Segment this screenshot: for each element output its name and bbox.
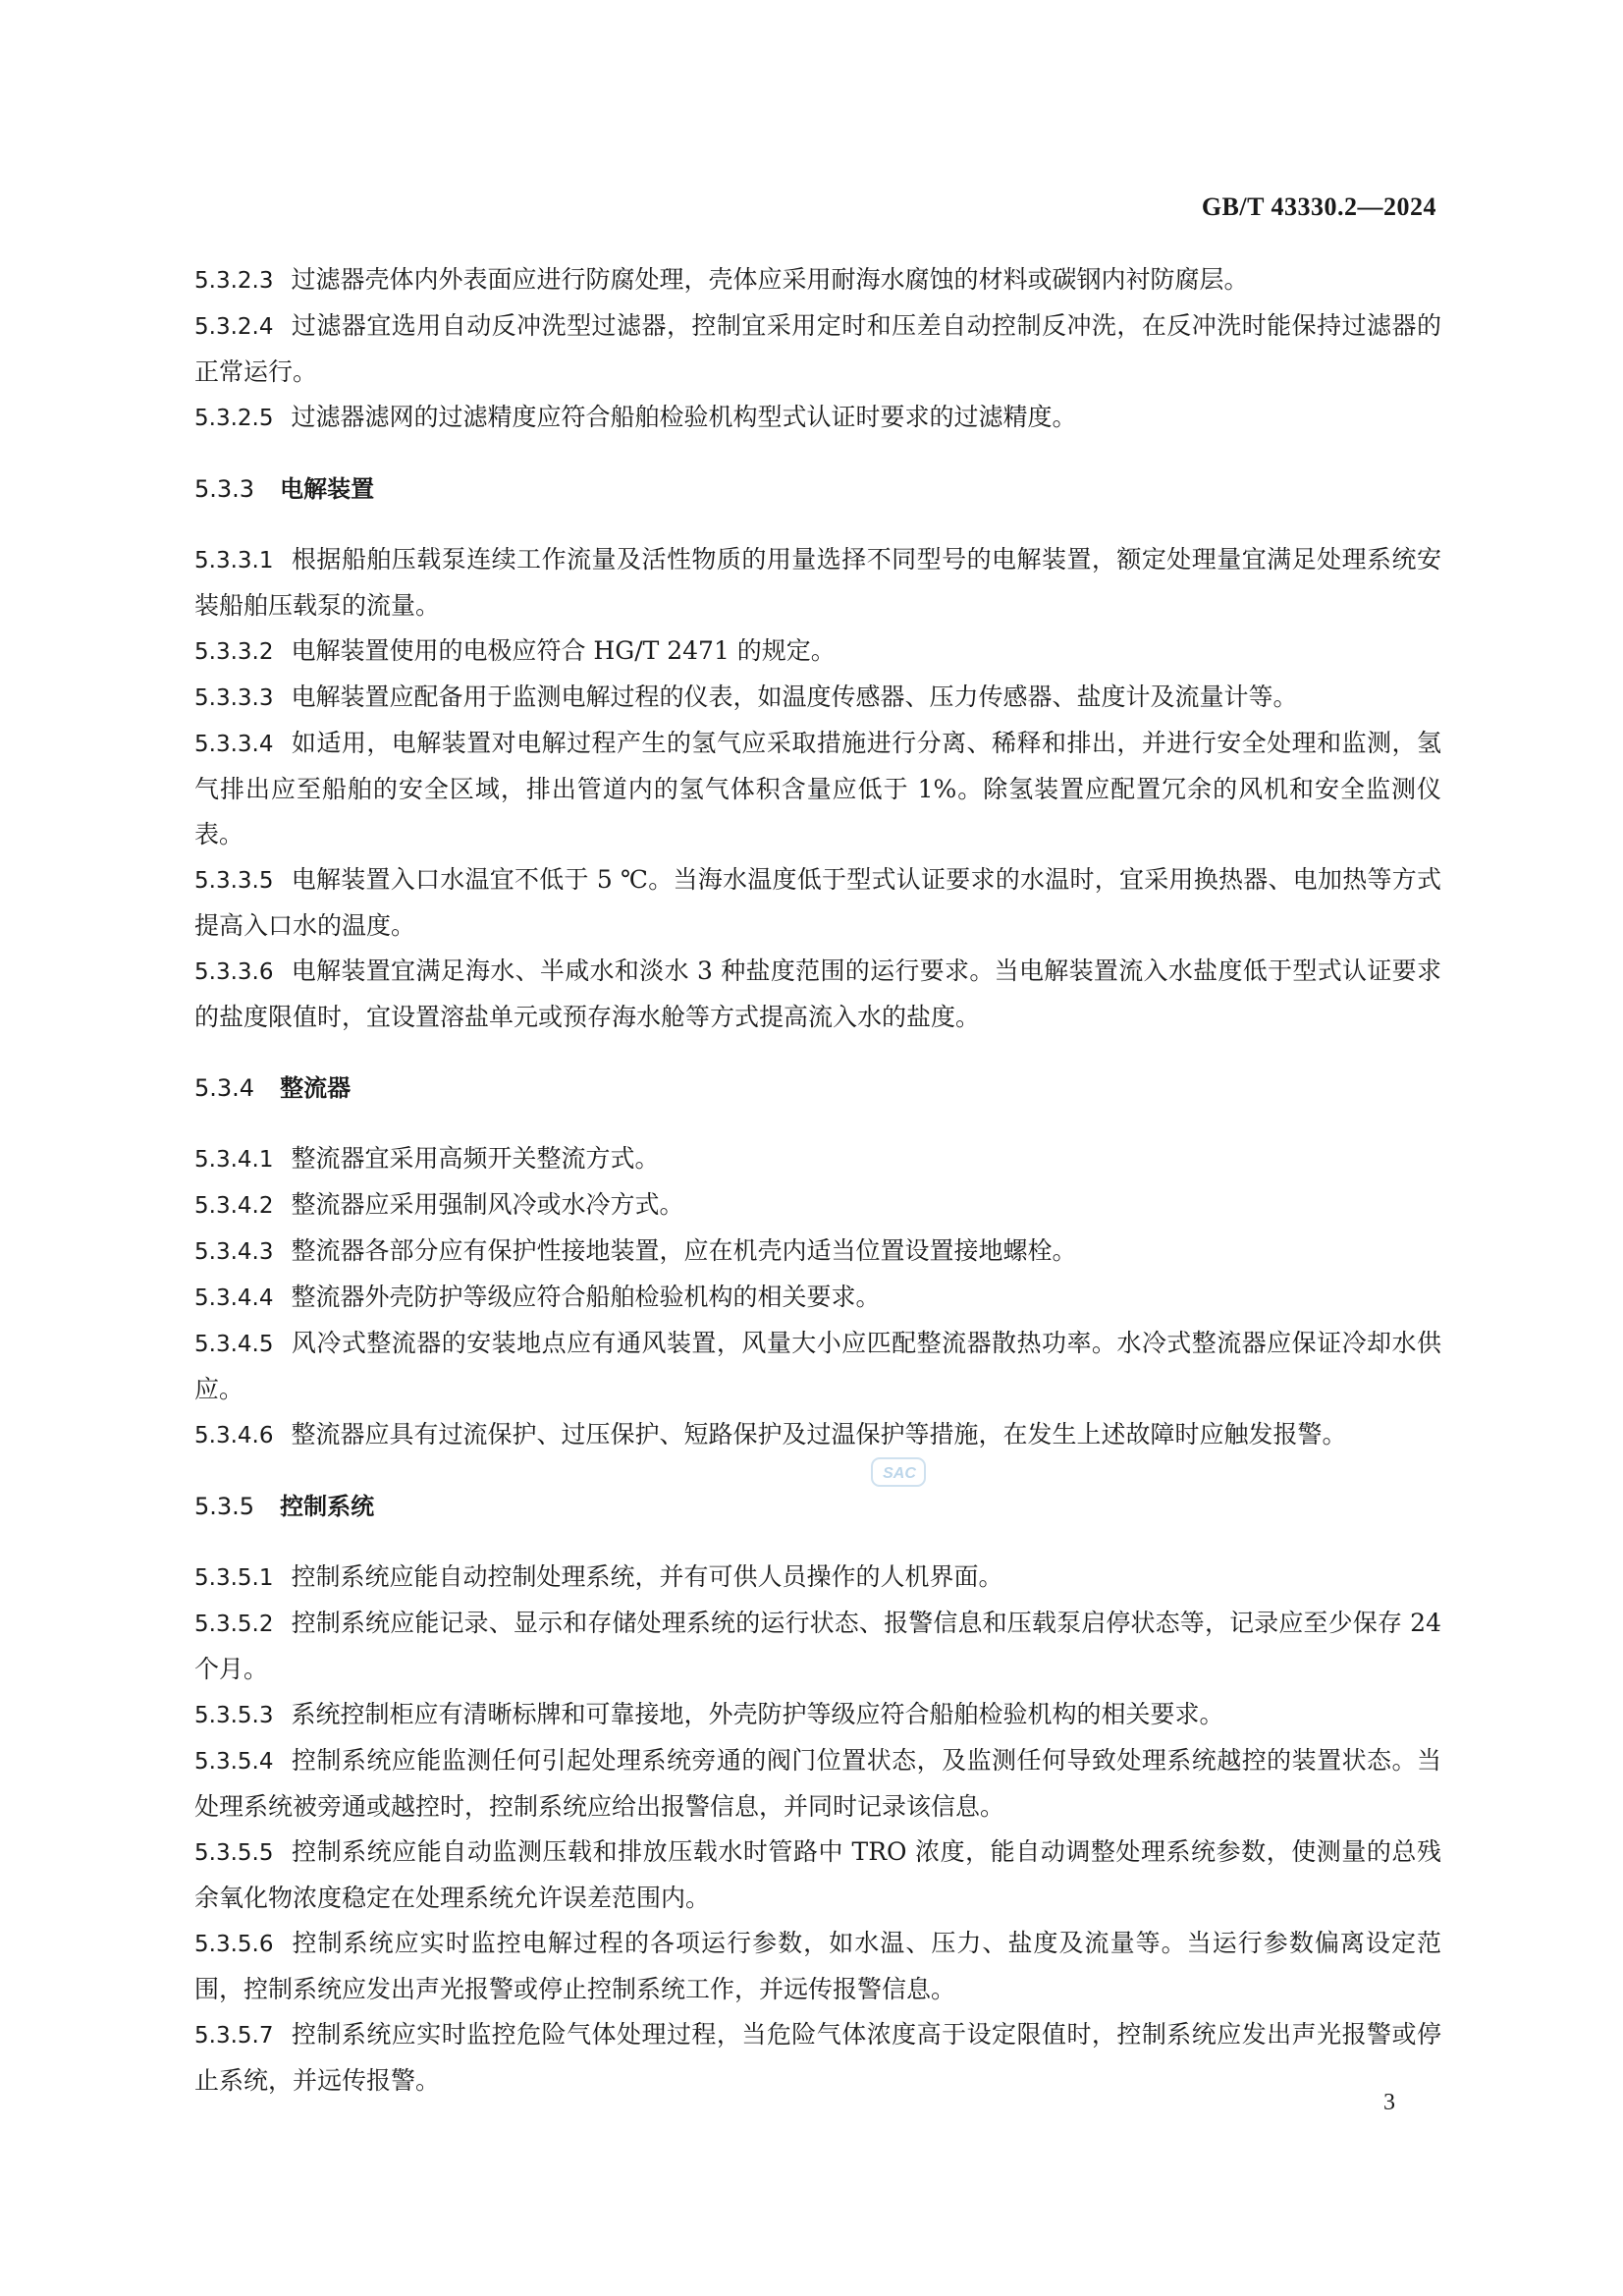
clause-paragraph — [194, 1830, 1441, 1921]
clause-paragraph — [194, 949, 1441, 1040]
clause-text: 过滤器壳体内外表面应进行防腐处理，壳体应采用耐海水腐蚀的材料或碳钢内衬防腐层。 — [291, 265, 1249, 294]
clause-number: 5.3.5.1 — [194, 1565, 274, 1591]
clause-number: 5.3.3.1 — [194, 548, 274, 574]
section-heading — [194, 1066, 1441, 1111]
clause-text: 控制系统应能监测任何引起处理系统旁通的阀门位置状态，及监测任何导致处理系统越控的装置状态。当处理系统被旁通或越控时，控制系统应给出报警信息，并同时记录该信息。 — [194, 1746, 1441, 1821]
clause-paragraph — [194, 1321, 1441, 1412]
section-title: 整流器 — [280, 1074, 352, 1102]
clause-number: 5.3.5.5 — [194, 1840, 274, 1866]
clause-paragraph — [194, 2012, 1441, 2104]
clause-text: 过滤器滤网的过滤精度应符合船舶检验机构型式认证时要求的过滤精度。 — [291, 403, 1077, 431]
sac-logo-icon — [870, 1455, 929, 1489]
section-number: 5.3.3 — [194, 475, 255, 503]
clause-paragraph — [194, 257, 1441, 303]
clause-paragraph — [194, 1555, 1441, 1601]
clause-text: 控制系统应实时监控危险气体处理过程，当危险气体浓度高于设定限值时，控制系统应发出声光报警或停止系统，并远传报警。 — [194, 2020, 1441, 2095]
clause-number: 5.3.4.6 — [194, 1423, 274, 1449]
clause-text: 系统控制柜应有清晰标牌和可靠接地，外壳防护等级应符合船舶检验机构的相关要求。 — [291, 1700, 1224, 1728]
svg-text:SAC: SAC — [883, 1465, 916, 1482]
clause-paragraph — [194, 1738, 1441, 1830]
document-body — [194, 257, 1441, 2104]
clause-paragraph — [194, 1136, 1441, 1182]
clause-number: 5.3.5.6 — [194, 1932, 274, 1957]
clause-paragraph — [194, 721, 1441, 857]
clause-text: 电解装置宜满足海水、半咸水和淡水 3 种盐度范围的运行要求。当电解装置流入水盐度低于型式认证要求的盐度限值时，宜设置溶盐单元或预存海水舱等方式提高流入水的盐度。 — [194, 957, 1441, 1031]
clause-number: 5.3.3.3 — [194, 685, 274, 711]
clause-number: 5.3.3.6 — [194, 959, 274, 985]
clause-paragraph — [194, 1412, 1441, 1458]
clause-number: 5.3.3.5 — [194, 868, 274, 894]
clause-paragraph — [194, 857, 1441, 949]
clause-number: 5.3.2.4 — [194, 314, 274, 340]
clause-number: 5.3.3.4 — [194, 732, 274, 757]
clause-paragraph — [194, 1182, 1441, 1229]
clause-number: 5.3.5.7 — [194, 2023, 274, 2049]
clause-number: 5.3.4.1 — [194, 1147, 274, 1173]
clause-number: 5.3.3.2 — [194, 639, 274, 665]
clause-number: 5.3.5.2 — [194, 1612, 274, 1637]
section-title: 电解装置 — [280, 475, 375, 503]
clause-number: 5.3.2.3 — [194, 268, 274, 294]
clause-paragraph — [194, 1229, 1441, 1275]
clause-text: 过滤器宜选用自动反冲洗型过滤器，控制宜采用定时和压差自动控制反冲洗，在反冲洗时能保持过滤器的正常运行。 — [194, 311, 1441, 386]
clause-text: 控制系统应能自动监测压载和排放压载水时管路中 TRO 浓度，能自动调整处理系统参数，使测量的总残余氧化物浓度稳定在处理系统允许误差范围内。 — [194, 1837, 1441, 1912]
section-heading — [194, 466, 1441, 512]
clause-text: 电解装置应配备用于监测电解过程的仪表，如温度传感器、压力传感器、盐度计及流量计等。 — [291, 683, 1298, 711]
clause-number: 5.3.5.3 — [194, 1703, 274, 1728]
clause-number: 5.3.4.2 — [194, 1193, 274, 1219]
clause-text: 风冷式整流器的安装地点应有通风装置，风量大小应匹配整流器散热功率。水冷式整流器应保证冷却水供应。 — [194, 1329, 1441, 1403]
clause-paragraph — [194, 1601, 1441, 1692]
clause-text: 控制系统应能自动控制处理系统，并有可供人员操作的人机界面。 — [291, 1562, 1003, 1591]
clause-text: 控制系统应能记录、显示和存储处理系统的运行状态、报警信息和压载泵启停状态等，记录应至少保存 24 个月。 — [194, 1609, 1441, 1683]
clause-number: 5.3.5.4 — [194, 1749, 274, 1775]
section-title: 控制系统 — [280, 1493, 375, 1520]
clause-text: 控制系统应实时监控电解过程的各项运行参数，如水温、压力、盐度及流量等。当运行参数偏离设定范围，控制系统应发出声光报警或停止控制系统工作，并远传报警信息。 — [194, 1929, 1441, 2003]
clause-number: 5.3.4.5 — [194, 1332, 274, 1357]
sac-watermark-logo — [870, 1455, 929, 1489]
clause-number: 5.3.4.3 — [194, 1239, 274, 1265]
clause-text: 电解装置入口水温宜不低于 5 ℃。当海水温度低于型式认证要求的水温时，宜采用换热器、电加热等方式提高入口水的温度。 — [194, 865, 1441, 940]
section-number: 5.3.4 — [194, 1074, 255, 1102]
clause-paragraph — [194, 303, 1441, 395]
clause-text: 整流器各部分应有保护性接地装置，应在机壳内适当位置设置接地螺栓。 — [291, 1236, 1077, 1265]
clause-text: 整流器宜采用高频开关整流方式。 — [291, 1144, 660, 1173]
standard-code-header: GB/T 43330.2—2024 — [1201, 192, 1436, 221]
clause-text: 整流器应采用强制风冷或水冷方式。 — [291, 1190, 684, 1219]
clause-paragraph — [194, 537, 1441, 629]
clause-paragraph — [194, 1692, 1441, 1738]
clause-text: 根据船舶压载泵连续工作流量及活性物质的用量选择不同型号的电解装置，额定处理量宜满足处理系统安装船舶压载泵的流量。 — [194, 545, 1441, 620]
section-number: 5.3.5 — [194, 1493, 255, 1520]
clause-paragraph — [194, 675, 1441, 721]
section-heading — [194, 1484, 1441, 1529]
clause-paragraph — [194, 1275, 1441, 1321]
clause-paragraph — [194, 1921, 1441, 2012]
clause-number: 5.3.4.4 — [194, 1285, 274, 1311]
clause-text: 整流器应具有过流保护、过压保护、短路保护及过温保护等措施，在发生上述故障时应触发报警。 — [291, 1420, 1347, 1449]
clause-text: 整流器外壳防护等级应符合船舶检验机构的相关要求。 — [291, 1283, 881, 1311]
clause-text: 如适用，电解装置对电解过程产生的氢气应采取措施进行分离、稀释和排出，并进行安全处理和监测，氢气排出应至船舶的安全区域，排出管道内的氢气体积含量应低于 1%。除氢装置应配置冗余的风机和安全监测仪表。 — [194, 729, 1441, 848]
clause-paragraph — [194, 395, 1441, 441]
clause-text: 电解装置使用的电极应符合 HG/T 2471 的规定。 — [291, 636, 836, 665]
clause-number: 5.3.2.5 — [194, 406, 274, 431]
page-number: 3 — [1383, 2090, 1395, 2115]
clause-paragraph — [194, 629, 1441, 675]
